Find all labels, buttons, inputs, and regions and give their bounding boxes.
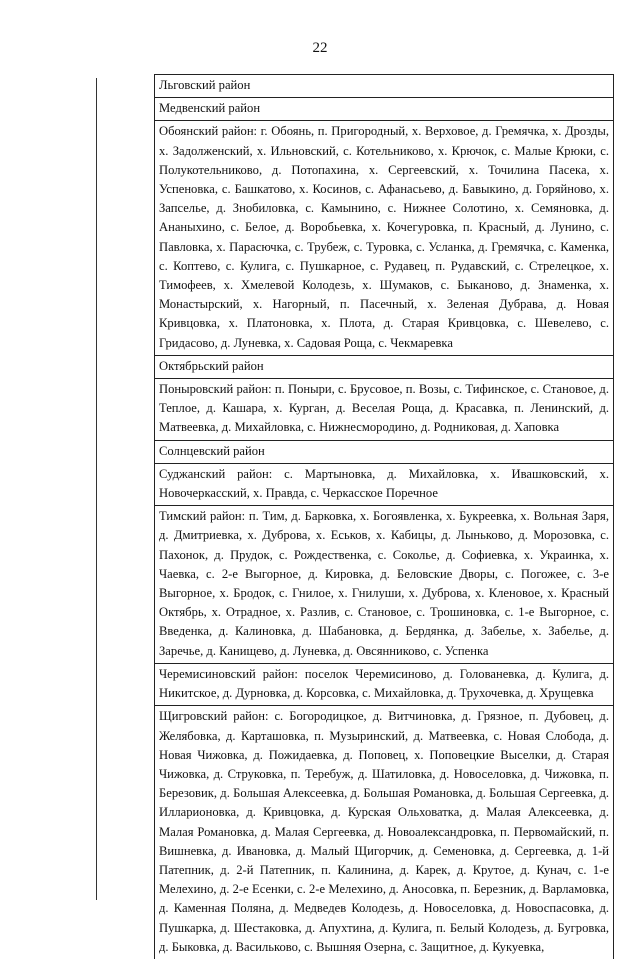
table-cell-oboyansky: Обоянский район: г. Обоянь, п. Пригородный, х. Верховое, д. Гремячка, х. Дрозды, х. Задолженский, х. Ильновский, с. Котельниково, х. Крючок, с. Малые Крюки, с. Полукотельниково, д. Потопахина, х. Сергеевский, х. Точилина Пасека, х. Успеновка, с. Башкатово, х. Косинов, с. Афанасьево, д. Бавыкино, д. Горяйново, х. Запселье, д. Знобиловка, с. Камынино, с. Нижнее Солотино, х. Семяновка, д. Ананыхино, с. Белое, д. Воробьевка, х. Кочегуровка, п. Красный, д. Лунино, с. Павловка, х. Парасючка, с. Трубеж, с. Туровка, с. Усланка, д. Гремячка, с. Каменка, с. Коптево, с. Кулига, с. Пушкарное, с. Рудавец, п. Рудавский, с. Стрелецкое, х. Тимофеев, х. Хмелевой Колодезь, х. Шумаков, с. Быканово, д. Знаменка, х. Монастырский, х. Нагорный, п. Пасечный, х. Зеленая Дубрава, д. Новая Кривцовка, х. Платоновка, х. Плота, д. Старая Кривцовка, с. Шевелево, с. Гридасово, д. Луневка, х. Садовая Роща, с. Чекмаревка <box>155 121 614 355</box>
table-row <box>155 506 614 664</box>
margin-line <box>96 78 97 900</box>
table-cell-lgovsky: Льговский район <box>155 75 614 98</box>
districts-table <box>154 74 614 959</box>
table-row <box>155 379 614 441</box>
table-row <box>155 121 614 355</box>
table-cell-oktyabrsky: Октябрьский район <box>155 355 614 378</box>
table-row <box>155 440 614 463</box>
table-cell-solntsevsky: Солнцевский район <box>155 440 614 463</box>
table-row <box>155 663 614 705</box>
table-row <box>155 706 614 959</box>
table-cell-shchigrovsky: Щигровский район: с. Богородицкое, д. Витчиновка, д. Грязное, п. Дубовец, д. Желябовка, д. Карташовка, п. Музыринский, д. Матвеевка, с. Новая Слобода, д. Новая Чижовка, д. Пожидаевка, д. Поповец, х. Поповецкие Выселки, д. Старая Чижовка, д. Струковка, п. Теребуж, д. Шатиловка, д. Новоселовка, д. Чижовка, п. Березовик, д. Большая Алексеевка, д. Большая Романовка, д. Большая Сергеевка, д. Илларионовка, д. Кривцовка, д. Курская Ольховатка, д. Малая Алексеевка, д. Малая Романовка, д. Малая Сергеевка, д. Новоалександровка, п. Первомайский, п. Вишневка, д. Ивановка, д. Малый Щигорчик, д. Семеновка, д. Сергеевка, д. 1-й Патепник, д. 2-й Патепник, п. Калинина, д. Карек, д. Крутое, д. Кунач, с. 1-е Мелехино, д. 2-е Есенки, с. 2-е Мелехино, д. Аносовка, п. Березник, д. Варламовка, д. Каменная Поляна, д. Медведев Колодезь, д. Новоселовка, д. Новоспасовка, д. Пушкарка, д. Шестаковка, д. Апухтина, д. Кулига, п. Белый Колодезь, д. Бугровка, д. Быковка, д. Васильково, с. Вышняя Озерна, с. Защитное, д. Кукуевка, <box>155 706 614 959</box>
table-cell-sudzhansky: Суджанский район: с. Мартыновка, д. Михайловка, х. Ивашковский, х. Новочеркасский, х. Правда, с. Черкасское Поречное <box>155 463 614 505</box>
table-row <box>155 463 614 505</box>
table-cell-timsky: Тимский район: п. Тим, д. Барковка, х. Богоявленка, х. Букреевка, х. Вольная Заря, д. Дмитриевка, х. Дуброва, х. Еськов, х. Кабицы, д. Лыньково, д. Морозовка, с. Пахонок, д. Прудок, с. Рождественка, с. Соколье, д. Софиевка, х. Украинка, х. Чаевка, с. 2-е Выгорное, д. Кировка, д. Беловские Дворы, с. Погожее, с. 3-е Выгорное, х. Бродок, с. Гнилое, х. Гнилуши, х. Дуброва, х. Кленовое, х. Красный Октябрь, х. Отрадное, х. Разлив, с. Становое, с. Трошиновка, с. 1-е Выгорное, с. Введенка, д. Калиновка, д. Шабановка, д. Бердянка, д. Забелье, х. Забелье, д. Заречье, д. Канищево, д. Луневка, д. Овсянниково, с. Успенка <box>155 506 614 664</box>
table-cell-cheremisinovsky: Черемисиновский район: поселок Черемисиново, д. Голованевка, д. Кулига, д. Никитское, д. Дурновка, д. Корсовка, с. Михайловка, д. Трухочевка, д. Хрущевка <box>155 663 614 705</box>
page-number: 22 <box>312 40 328 56</box>
table-row <box>155 355 614 378</box>
table-row <box>155 98 614 121</box>
table-row <box>155 75 614 98</box>
table-cell-ponyrovsky: Поныровский район: п. Поныри, с. Брусовое, п. Возы, с. Тифинское, с. Становое, д. Теплое, д. Кашара, х. Курган, д. Веселая Роща, д. Красавка, п. Ленинский, д. Матвеевка, д. Михайловка, с. Нижнесмородино, д. Родниковая, д. Хаповка <box>155 379 614 441</box>
table-cell-medvensky: Медвенский район <box>155 98 614 121</box>
